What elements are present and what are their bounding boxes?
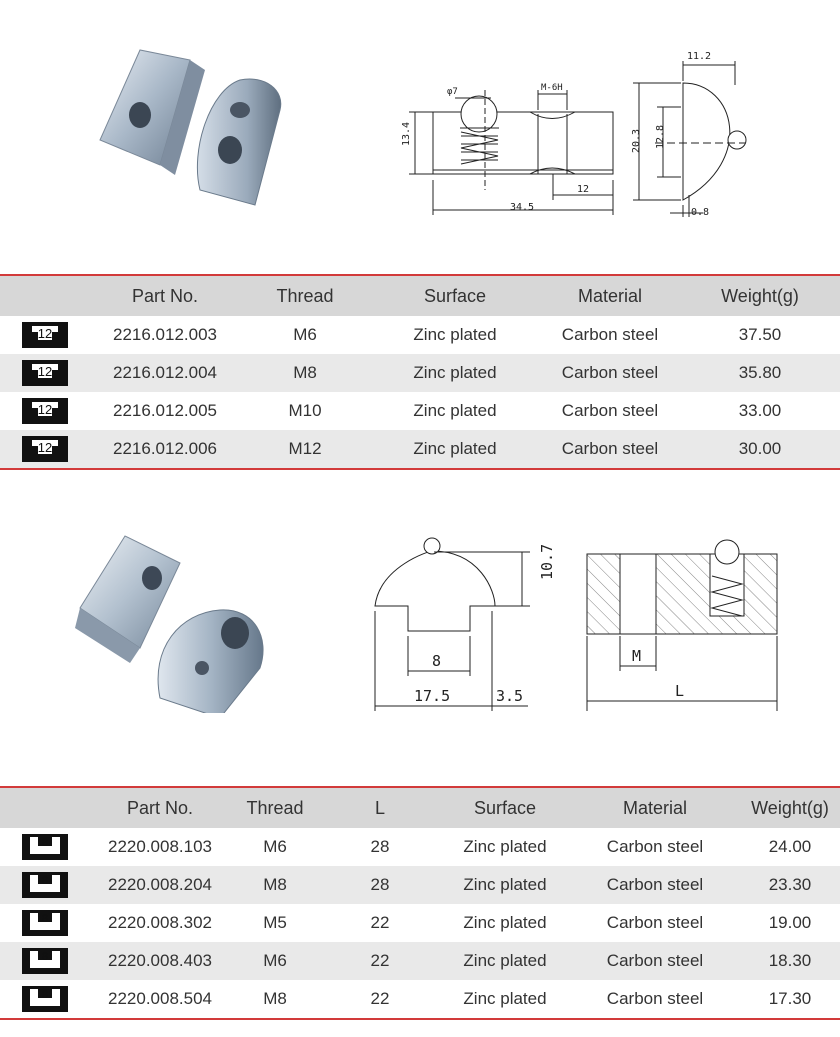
dim-m: M <box>632 647 642 665</box>
cell-material: Carbon steel <box>570 866 740 904</box>
header-icon <box>0 275 90 316</box>
dim-12-8: 12.8 <box>655 124 666 149</box>
product-1-front-drawing <box>395 80 625 220</box>
cell-part-no: 2220.008.204 <box>90 866 230 904</box>
dim-20-3: 20.3 <box>631 128 642 153</box>
table-row <box>0 354 840 392</box>
cell-l: 28 <box>370 837 390 856</box>
slot-size-label: 12 <box>37 326 53 341</box>
slot-8-icon-cell <box>0 866 90 904</box>
header-material: Material <box>570 787 740 828</box>
cell-part-no: 2216.012.006 <box>90 430 240 469</box>
cell-part-no: 2216.012.004 <box>90 354 240 392</box>
cell-material: Carbon steel <box>570 942 740 980</box>
cell-l: 22 <box>320 942 440 980</box>
table-header-row <box>0 787 840 828</box>
product-1-spec-table <box>0 274 840 470</box>
dim-l: L <box>675 682 685 700</box>
cell-surface: Zinc plated <box>463 989 547 1008</box>
slot-size-label: 8 <box>41 913 49 925</box>
product-2-photo <box>70 528 300 713</box>
dim-0-8: 0.8 <box>691 207 710 218</box>
header-l: L <box>320 787 440 828</box>
cell-weight: 30.00 <box>680 430 840 469</box>
dim-3-5: 3.5 <box>496 687 524 705</box>
slot-size-label: 8 <box>41 875 49 887</box>
slot-8-icon <box>20 946 70 976</box>
product-2-section <box>0 500 840 1037</box>
cell-thread: M10 <box>288 401 322 420</box>
slot-12-icon-cell <box>0 316 90 354</box>
cell-thread: M8 <box>240 354 370 392</box>
cell-weight: 18.30 <box>740 942 840 980</box>
dim-12: 12 <box>577 184 590 195</box>
cell-surface: Zinc plated <box>440 942 570 980</box>
header-part-no: Part No. <box>90 787 230 828</box>
cell-surface: Zinc plated <box>463 913 547 932</box>
slot-8-icon <box>20 984 70 1014</box>
cell-material: Carbon steel <box>561 325 659 344</box>
product-2-spec-table <box>0 786 840 1020</box>
cell-weight: 37.50 <box>738 325 782 344</box>
product-1-side-drawing <box>625 45 755 220</box>
cell-surface: Zinc plated <box>370 430 540 469</box>
cell-thread: M6 <box>263 837 287 856</box>
slot-8-icon-cell <box>0 980 90 1019</box>
cell-thread: M8 <box>263 989 287 1008</box>
header-surface: Surface <box>440 787 570 828</box>
header-weight: Weight(g) <box>680 275 840 316</box>
slot-12-icon <box>20 320 70 350</box>
slot-12-icon <box>20 396 70 426</box>
table-row <box>0 392 840 430</box>
cell-thread: M8 <box>230 866 320 904</box>
cell-weight: 35.80 <box>680 354 840 392</box>
slot-12-icon <box>20 358 70 388</box>
slot-8-icon-cell <box>0 828 90 866</box>
cell-weight: 17.30 <box>768 989 812 1008</box>
cell-thread: M5 <box>263 913 287 932</box>
slot-12-icon-cell <box>0 430 90 469</box>
cell-surface: Zinc plated <box>440 866 570 904</box>
slot-12-icon-cell <box>0 392 90 430</box>
header-part-no: Part No. <box>90 275 240 316</box>
product-2-section-drawing <box>582 536 782 716</box>
dim-17-5: 17.5 <box>414 687 451 705</box>
table-row <box>0 430 840 469</box>
cell-material: Carbon steel <box>606 913 704 932</box>
cell-thread: M6 <box>230 942 320 980</box>
cell-material: Carbon steel <box>606 837 704 856</box>
cell-part-no: 2220.008.504 <box>108 989 212 1008</box>
cell-weight: 19.00 <box>768 913 812 932</box>
cell-part-no: 2220.008.103 <box>108 837 212 856</box>
dim-10-7: 10.7 <box>538 543 556 580</box>
table-row <box>0 828 840 866</box>
cell-l: 22 <box>370 913 390 932</box>
slot-size-label: 8 <box>41 951 49 963</box>
product-1-section <box>0 0 840 470</box>
cell-material: Carbon steel <box>540 430 680 469</box>
cell-part-no: 2220.008.403 <box>90 942 230 980</box>
dim-thread: M-6H <box>541 83 563 93</box>
table-row <box>0 316 840 354</box>
slot-size-label: 12 <box>37 440 53 455</box>
header-thread: Thread <box>240 275 370 316</box>
dim-34-5: 34.5 <box>510 202 535 213</box>
cell-thread: M6 <box>293 325 317 344</box>
dim-13-4: 13.4 <box>401 121 412 146</box>
slot-12-icon <box>20 434 70 464</box>
slot-8-icon-cell <box>0 942 90 980</box>
cell-material: Carbon steel <box>561 401 659 420</box>
cell-material: Carbon steel <box>540 354 680 392</box>
cell-part-no: 2216.012.005 <box>113 401 217 420</box>
dim-11-2: 11.2 <box>687 51 712 62</box>
cell-surface: Zinc plated <box>413 325 497 344</box>
cell-surface: Zinc plated <box>370 354 540 392</box>
dim-8: 8 <box>432 652 442 670</box>
cell-weight: 24.00 <box>768 837 812 856</box>
cell-weight: 23.30 <box>740 866 840 904</box>
product-2-profile-drawing <box>370 536 565 716</box>
cell-l: 28 <box>320 866 440 904</box>
header-thread: Thread <box>230 787 320 828</box>
cell-part-no: 2220.008.302 <box>108 913 212 932</box>
product-1-photo <box>80 40 310 230</box>
slot-12-icon-cell <box>0 354 90 392</box>
cell-part-no: 2216.012.003 <box>113 325 217 344</box>
table-row <box>0 866 840 904</box>
dim-diameter: φ7 <box>447 87 458 97</box>
table-header-row <box>0 275 840 316</box>
header-surface: Surface <box>370 275 540 316</box>
header-weight: Weight(g) <box>740 787 840 828</box>
cell-weight: 33.00 <box>738 401 782 420</box>
cell-material: Carbon steel <box>606 989 704 1008</box>
slot-size-label: 12 <box>37 402 53 417</box>
slot-8-icon <box>20 832 70 862</box>
cell-surface: Zinc plated <box>463 837 547 856</box>
table-row <box>0 904 840 942</box>
slot-8-icon <box>20 870 70 900</box>
cell-l: 22 <box>370 989 390 1008</box>
slot-size-label: 8 <box>41 989 49 1001</box>
header-material: Material <box>540 275 680 316</box>
slot-size-label: 8 <box>41 837 49 849</box>
slot-size-label: 12 <box>37 364 53 379</box>
cell-surface: Zinc plated <box>413 401 497 420</box>
cell-thread: M12 <box>240 430 370 469</box>
table-row <box>0 980 840 1019</box>
table-row <box>0 942 840 980</box>
slot-8-icon-cell <box>0 904 90 942</box>
slot-8-icon <box>20 908 70 938</box>
header-icon <box>0 787 90 828</box>
